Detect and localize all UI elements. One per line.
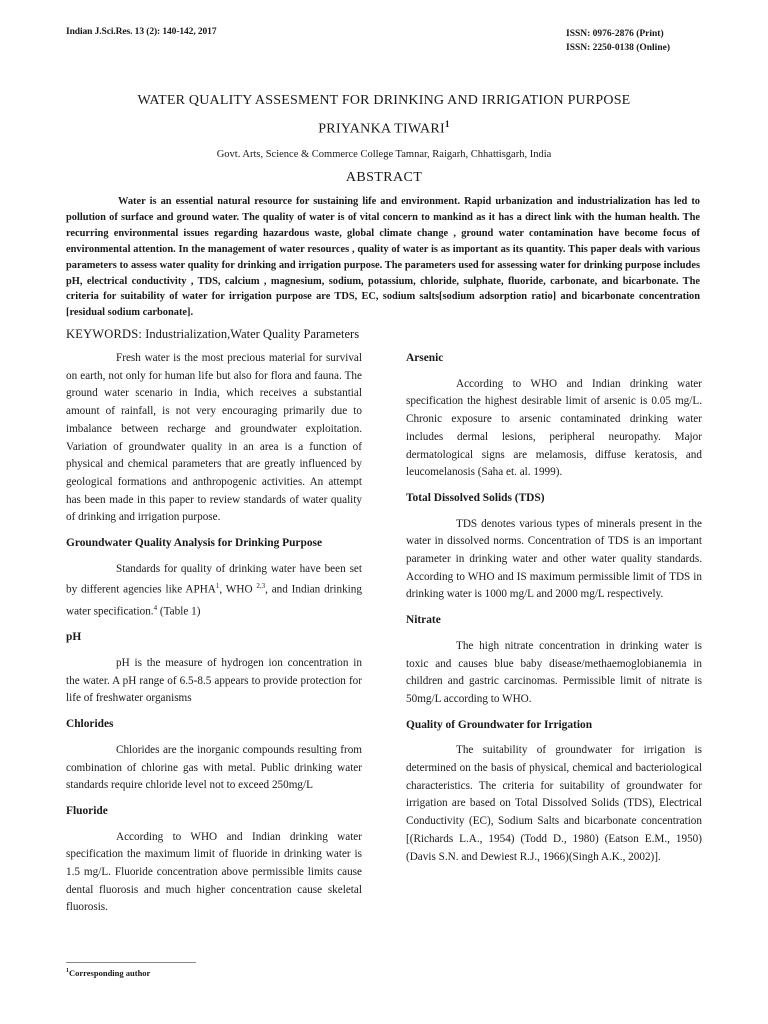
- abstract-text: Water is an essential natural resource for sustaining life and environment. Rapid urbanization and industrialization has led to pollution of surface and ground water. The quality of water is of vital concern to mankind as it has a direct link with the human health. The recurring environmental issues regarding hazardous waste, global climate change , ground water contamination have become focus of environmental attention. In the management of water resources , quality of water is as important as its quantity. This paper deals with various parameters to assess water quality for drinking and irrigation purpose. The parameters used for assessing water for drinking purpose includes pH, electrical conductivity , TDS, calcium , magnesium, sodium, potassium, chloride, sulphate, fluoride, carbonate, and bicarbonate. The criteria for suitability of water for irrigation purpose are TDS, EC, sodium salts[sodium adsorption ratio] and bicarbonate concentration [residual sodium carbonate].: [66, 196, 700, 319]
- irrigation-paragraph: The suitability of groundwater for irrigation is determined on the basis of physical, chemical and bacteriological characteristics. The criteria for suitability of groundwater for irrigation are based on Total Dissolved Solids (TDS), Electrical Conductivity (EC), Sodium Salts and bicarbonate concentration [(Richards L.A., 1954) (Todd D., 1980) (Eatson E.M., 1950) (Davis S.N. and Dewiest R.J., 1966)(Singh A.K., 2002)].: [406, 744, 702, 863]
- author-name: PRIYANKA TIWARI: [318, 121, 445, 137]
- abstract-heading: ABSTRACT: [345, 170, 423, 185]
- chlorides-paragraph: Chlorides are the inorganic compounds resulting from combination of chlorine gas with metal. Public drinking water standards require chloride level not to exceed 250mg/L: [66, 743, 362, 792]
- footnote-text: Corresponding author: [69, 968, 151, 978]
- tds-paragraph: TDS denotes various types of minerals present in the water in dissolved norms. Concentration of TDS is an important parameter in drinking water and other water quality standards. According to WHO and IS maximum permissible limit of TDS in drinking water is 1000 mg/L and 2000 mg/L respectively.: [406, 517, 702, 601]
- issn-print: ISSN: 0976-2876 (Print): [566, 29, 664, 39]
- section-heading-ph: pH: [66, 631, 82, 644]
- ph-paragraph: pH is the measure of hydrogen ion concentration in the water. A pH range of 6.5-8.5 appears to provide protection for life of freshwater organisms: [66, 657, 362, 705]
- nitrate-paragraph: The high nitrate concentration in drinking water is toxic and causes blue baby disease/methaemoglobianemia in children and gastric carcinomas. Permissible limit of nitrate is 50mg/L according to WHO.: [406, 639, 702, 705]
- section-heading-fluoride: Fluoride: [66, 804, 108, 817]
- section-heading-nitrate: Nitrate: [406, 614, 441, 627]
- affiliation: Govt. Arts, Science & Commerce College Tamnar, Raigarh, Chhattisgarh, India: [216, 149, 552, 160]
- footnote-divider: [66, 962, 196, 963]
- arsenic-paragraph: According to WHO and Indian drinking water specification the highest desirable limit of arsenic is 0.05 mg/L. Chronic exposure to arsenic contaminated drinking water includes dermal lesions, peripheral neuropathy. Major dermatological signs are melamosis, diffuse keratosis, and leucomelanosis (Saha et. al. 1999).: [406, 377, 702, 479]
- groundwater-paragraph: [66, 561, 362, 622]
- section-heading-groundwater: Groundwater Quality Analysis for Drinking Purpose: [66, 537, 323, 550]
- footnote: [66, 968, 150, 978]
- fluoride-paragraph: According to WHO and Indian drinking water specification the maximum limit of fluoride in drinking water is 1.5 mg/L. Fluoride concentration above permissible limits cause dental fluorosis and much higher concentration cause skeletal fluorosis.: [66, 830, 362, 914]
- section-heading-arsenic: Arsenic: [406, 352, 444, 364]
- keywords-label: KEYWORDS:: [66, 327, 143, 341]
- left-column: [66, 350, 362, 925]
- citation-ref: 2,3: [256, 582, 266, 591]
- gw-text-part: Standards for quality of drinking water have been set by different agencies like APHA: [66, 562, 362, 597]
- section-heading-tds: Total Dissolved Solids (TDS): [406, 491, 545, 504]
- journal-citation: Indian J.Sci.Res. 13 (2): 140-142, 2017: [66, 27, 217, 37]
- issn-online: ISSN: 2250-0138 (Online): [566, 43, 670, 53]
- gw-text-part: (Table 1): [157, 605, 201, 618]
- right-column: [406, 350, 702, 874]
- issn-block: [566, 27, 670, 55]
- gw-text-part: , WHO: [219, 584, 257, 597]
- citation-ref: 1: [215, 582, 220, 591]
- author-line: [66, 119, 702, 138]
- citation-ref: 4: [153, 603, 158, 612]
- section-heading-irrigation: Quality of Groundwater for Irrigation: [406, 718, 593, 731]
- section-heading-chlorides: Chlorides: [66, 718, 114, 731]
- author-footnote-mark: 1: [444, 119, 450, 129]
- keywords-line: [66, 327, 359, 342]
- footnote-mark: 1: [66, 968, 69, 975]
- keywords-text: Industrialization,Water Quality Parameters: [145, 327, 360, 341]
- gw-text-part: , and Indian drinking water specification.: [66, 584, 362, 618]
- intro-paragraph: Fresh water is the most precious material for survival on earth, not only for human life but also for flora and fauna. The ground water scenario in India, which receives a substantial amount of rainfall, is not very encouraging primarily due to imbalance between recharge and groundwater exploitation. Variation of groundwater quality in an area is a function of physical and chemical parameters that are greatly influenced by geological formations and anthropogenic activities. An attempt has been made in this paper to review standards of water quality of drinking and irrigation purpose.: [66, 352, 362, 524]
- paper-title: WATER QUALITY ASSESMENT FOR DRINKING AND IRRIGATION PURPOSE: [137, 93, 631, 108]
